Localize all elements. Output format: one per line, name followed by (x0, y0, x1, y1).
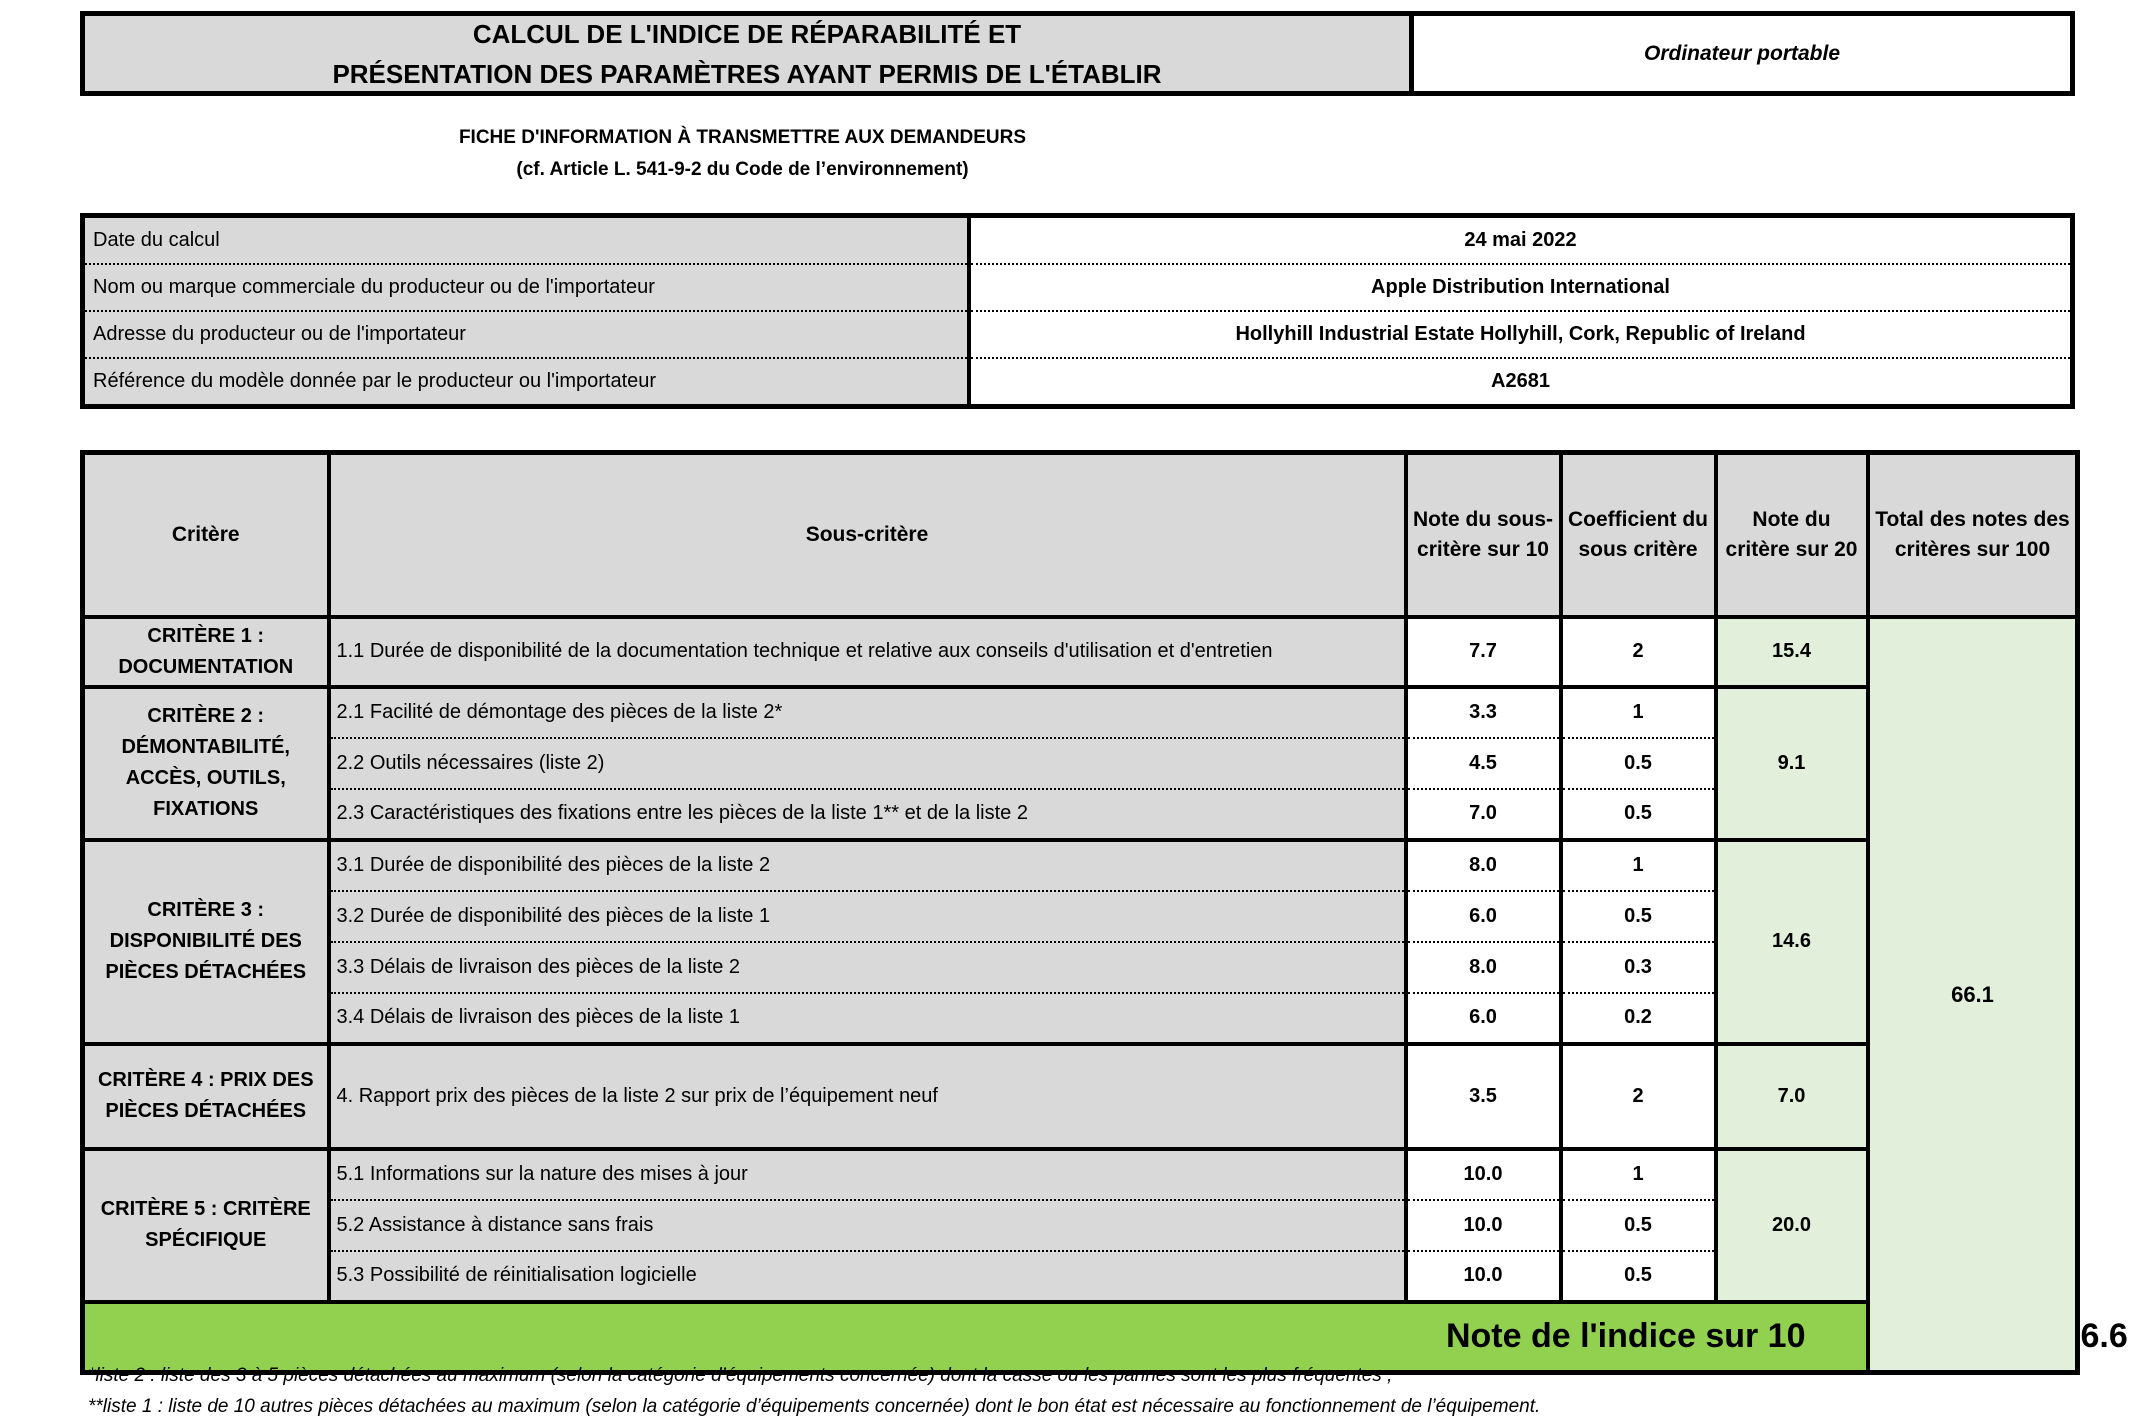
criterion-name: CRITÈRE 4 : PRIX DES PIÈCES DÉTACHÉES (83, 1044, 329, 1149)
sub-criterion-label: 5.3 Possibilité de réinitialisation logicielle (329, 1251, 1406, 1302)
footnote: *liste 2 : liste des 3 à 5 pièces détachées au maximum (selon la catégorie d’équipements concernée) dont la casse ou les pannes sont les plus fréquentes ; (88, 1365, 1393, 1386)
criterion-score: 20.0 (1716, 1149, 1868, 1302)
sub-criterion-coef: 0.5 (1561, 1200, 1716, 1251)
table-row (83, 1149, 2078, 1200)
info-table (80, 213, 2075, 409)
sub-criterion-note: 3.3 (1406, 687, 1561, 738)
sub-criterion-note: 6.0 (1406, 993, 1561, 1044)
info-row (83, 358, 2073, 407)
sub-criterion-coef: 0.5 (1561, 1251, 1716, 1302)
sub-criterion-note: 10.0 (1406, 1149, 1561, 1200)
sub-criterion-label: 3.4 Délais de livraison des pièces de la liste 1 (329, 993, 1406, 1044)
sub-criterion-coef: 1 (1561, 840, 1716, 891)
sub-criterion-coef: 0.5 (1561, 738, 1716, 789)
criterion-score: 14.6 (1716, 840, 1868, 1044)
header-title-line2: PRÉSENTATION DES PARAMÈTRES AYANT PERMIS DE L'ÉTABLIR (332, 58, 1162, 89)
total-score: 66.1 (1868, 617, 2078, 1373)
sub-criterion-note: 6.0 (1406, 891, 1561, 942)
criterion-score: 15.4 (1716, 617, 1868, 687)
sub-criterion-label: 1.1 Durée de disponibilité de la documentation technique et relative aux conseils d'utilisation et d'entretien (329, 617, 1406, 687)
score-table (80, 450, 2128, 1375)
info-value: Apple Distribution International (969, 264, 2073, 311)
header-sous-critere: Sous-critère (329, 453, 1406, 617)
info-row (83, 311, 2073, 358)
sub-criterion-note: 8.0 (1406, 840, 1561, 891)
info-row (83, 216, 2073, 265)
sub-criterion-label: 5.2 Assistance à distance sans frais (329, 1200, 1406, 1251)
info-value: Hollyhill Industrial Estate Hollyhill, Cork, Republic of Ireland (969, 311, 2073, 358)
final-label: Note de l'indice sur 10 (83, 1302, 1868, 1373)
sub-criterion-note: 7.0 (1406, 789, 1561, 840)
criterion-name: CRITÈRE 5 : CRITÈRE SPÉCIFIQUE (83, 1149, 329, 1302)
sub-criterion-note: 7.7 (1406, 617, 1561, 687)
sub-criterion-note: 3.5 (1406, 1044, 1561, 1149)
sub-criterion-label: 2.2 Outils nécessaires (liste 2) (329, 738, 1406, 789)
sub-criterion-label: 5.1 Informations sur la nature des mises à jour (329, 1149, 1406, 1200)
sub-criterion-note: 10.0 (1406, 1251, 1561, 1302)
table-row (83, 687, 2078, 738)
sub-criterion-label: 2.3 Caractéristiques des fixations entre les pièces de la liste 1** et de la liste 2 (329, 789, 1406, 840)
header-title (85, 16, 1414, 91)
footnote: **liste 1 : liste de 10 autres pièces détachées au maximum (selon la catégorie d’équipements concernée) dont le bon état est nécessaire au fonctionnement de l’équipement. (88, 1396, 1541, 1417)
header-title-line1: CALCUL DE L'INDICE DE RÉPARABILITÉ ET (472, 18, 1022, 49)
criterion-score: 9.1 (1716, 687, 1868, 840)
subtitle-line1: FICHE D'INFORMATION À TRANSMETTRE AUX DEMANDEURS (458, 127, 1027, 148)
sub-criterion-coef: 0.5 (1561, 789, 1716, 840)
info-row (83, 264, 2073, 311)
table-row (83, 840, 2078, 891)
product-type: Ordinateur portable (1643, 41, 1841, 65)
info-value: A2681 (969, 358, 2073, 407)
sub-criterion-coef: 0.5 (1561, 891, 1716, 942)
header-coefficient: Coefficient du sous critère (1561, 453, 1716, 617)
table-row (83, 617, 2078, 687)
info-label: Date du calcul (83, 216, 970, 265)
footnotes (88, 1360, 2078, 1422)
header-note-sous-critere: Note du sous-critère sur 10 (1406, 453, 1561, 617)
sub-criterion-coef: 2 (1561, 617, 1716, 687)
table-header-row (83, 453, 2078, 617)
header-total: Total des notes des critères sur 100 (1868, 453, 2078, 617)
header-critere: Critère (83, 453, 329, 617)
sub-criterion-coef: 2 (1561, 1044, 1716, 1149)
sub-criterion-note: 10.0 (1406, 1200, 1561, 1251)
criterion-name: CRITÈRE 1 : DOCUMENTATION (83, 617, 329, 687)
sub-criterion-coef: 1 (1561, 1149, 1716, 1200)
sub-criterion-note: 4.5 (1406, 738, 1561, 789)
criterion-score: 7.0 (1716, 1044, 1868, 1149)
table-row (83, 1044, 2078, 1149)
criterion-name: CRITÈRE 2 : DÉMONTABILITÉ, ACCÈS, OUTILS, FIXATIONS (83, 687, 329, 840)
criterion-name: CRITÈRE 3 : DISPONIBILITÉ DES PIÈCES DÉTACHÉES (83, 840, 329, 1044)
sub-criterion-label: 2.1 Facilité de démontage des pièces de la liste 2* (329, 687, 1406, 738)
info-label: Nom ou marque commerciale du producteur ou de l'importateur (83, 264, 970, 311)
subtitle (0, 122, 1485, 186)
sub-criterion-label: 3.3 Délais de livraison des pièces de la liste 2 (329, 942, 1406, 993)
sub-criterion-coef: 1 (1561, 687, 1716, 738)
sub-criterion-coef: 0.2 (1561, 993, 1716, 1044)
info-label: Adresse du producteur ou de l'importateur (83, 311, 970, 358)
header-box (80, 11, 2075, 96)
sub-criterion-label: 4. Rapport prix des pièces de la liste 2 sur prix de l’équipement neuf (329, 1044, 1406, 1149)
subtitle-line2: (cf. Article L. 541-9-2 du Code de l’environnement) (516, 159, 969, 180)
sub-criterion-label: 3.2 Durée de disponibilité des pièces de la liste 1 (329, 891, 1406, 942)
info-label: Référence du modèle donnée par le producteur ou l'importateur (83, 358, 970, 407)
sub-criterion-coef: 0.3 (1561, 942, 1716, 993)
info-value: 24 mai 2022 (1464, 229, 1577, 251)
sub-criterion-label: 3.1 Durée de disponibilité des pièces de la liste 2 (329, 840, 1406, 891)
sub-criterion-note: 8.0 (1406, 942, 1561, 993)
final-row: Note de l'indice sur 10 6.6 (83, 1302, 2078, 1373)
header-note-critere: Note du critère sur 20 (1716, 453, 1868, 617)
